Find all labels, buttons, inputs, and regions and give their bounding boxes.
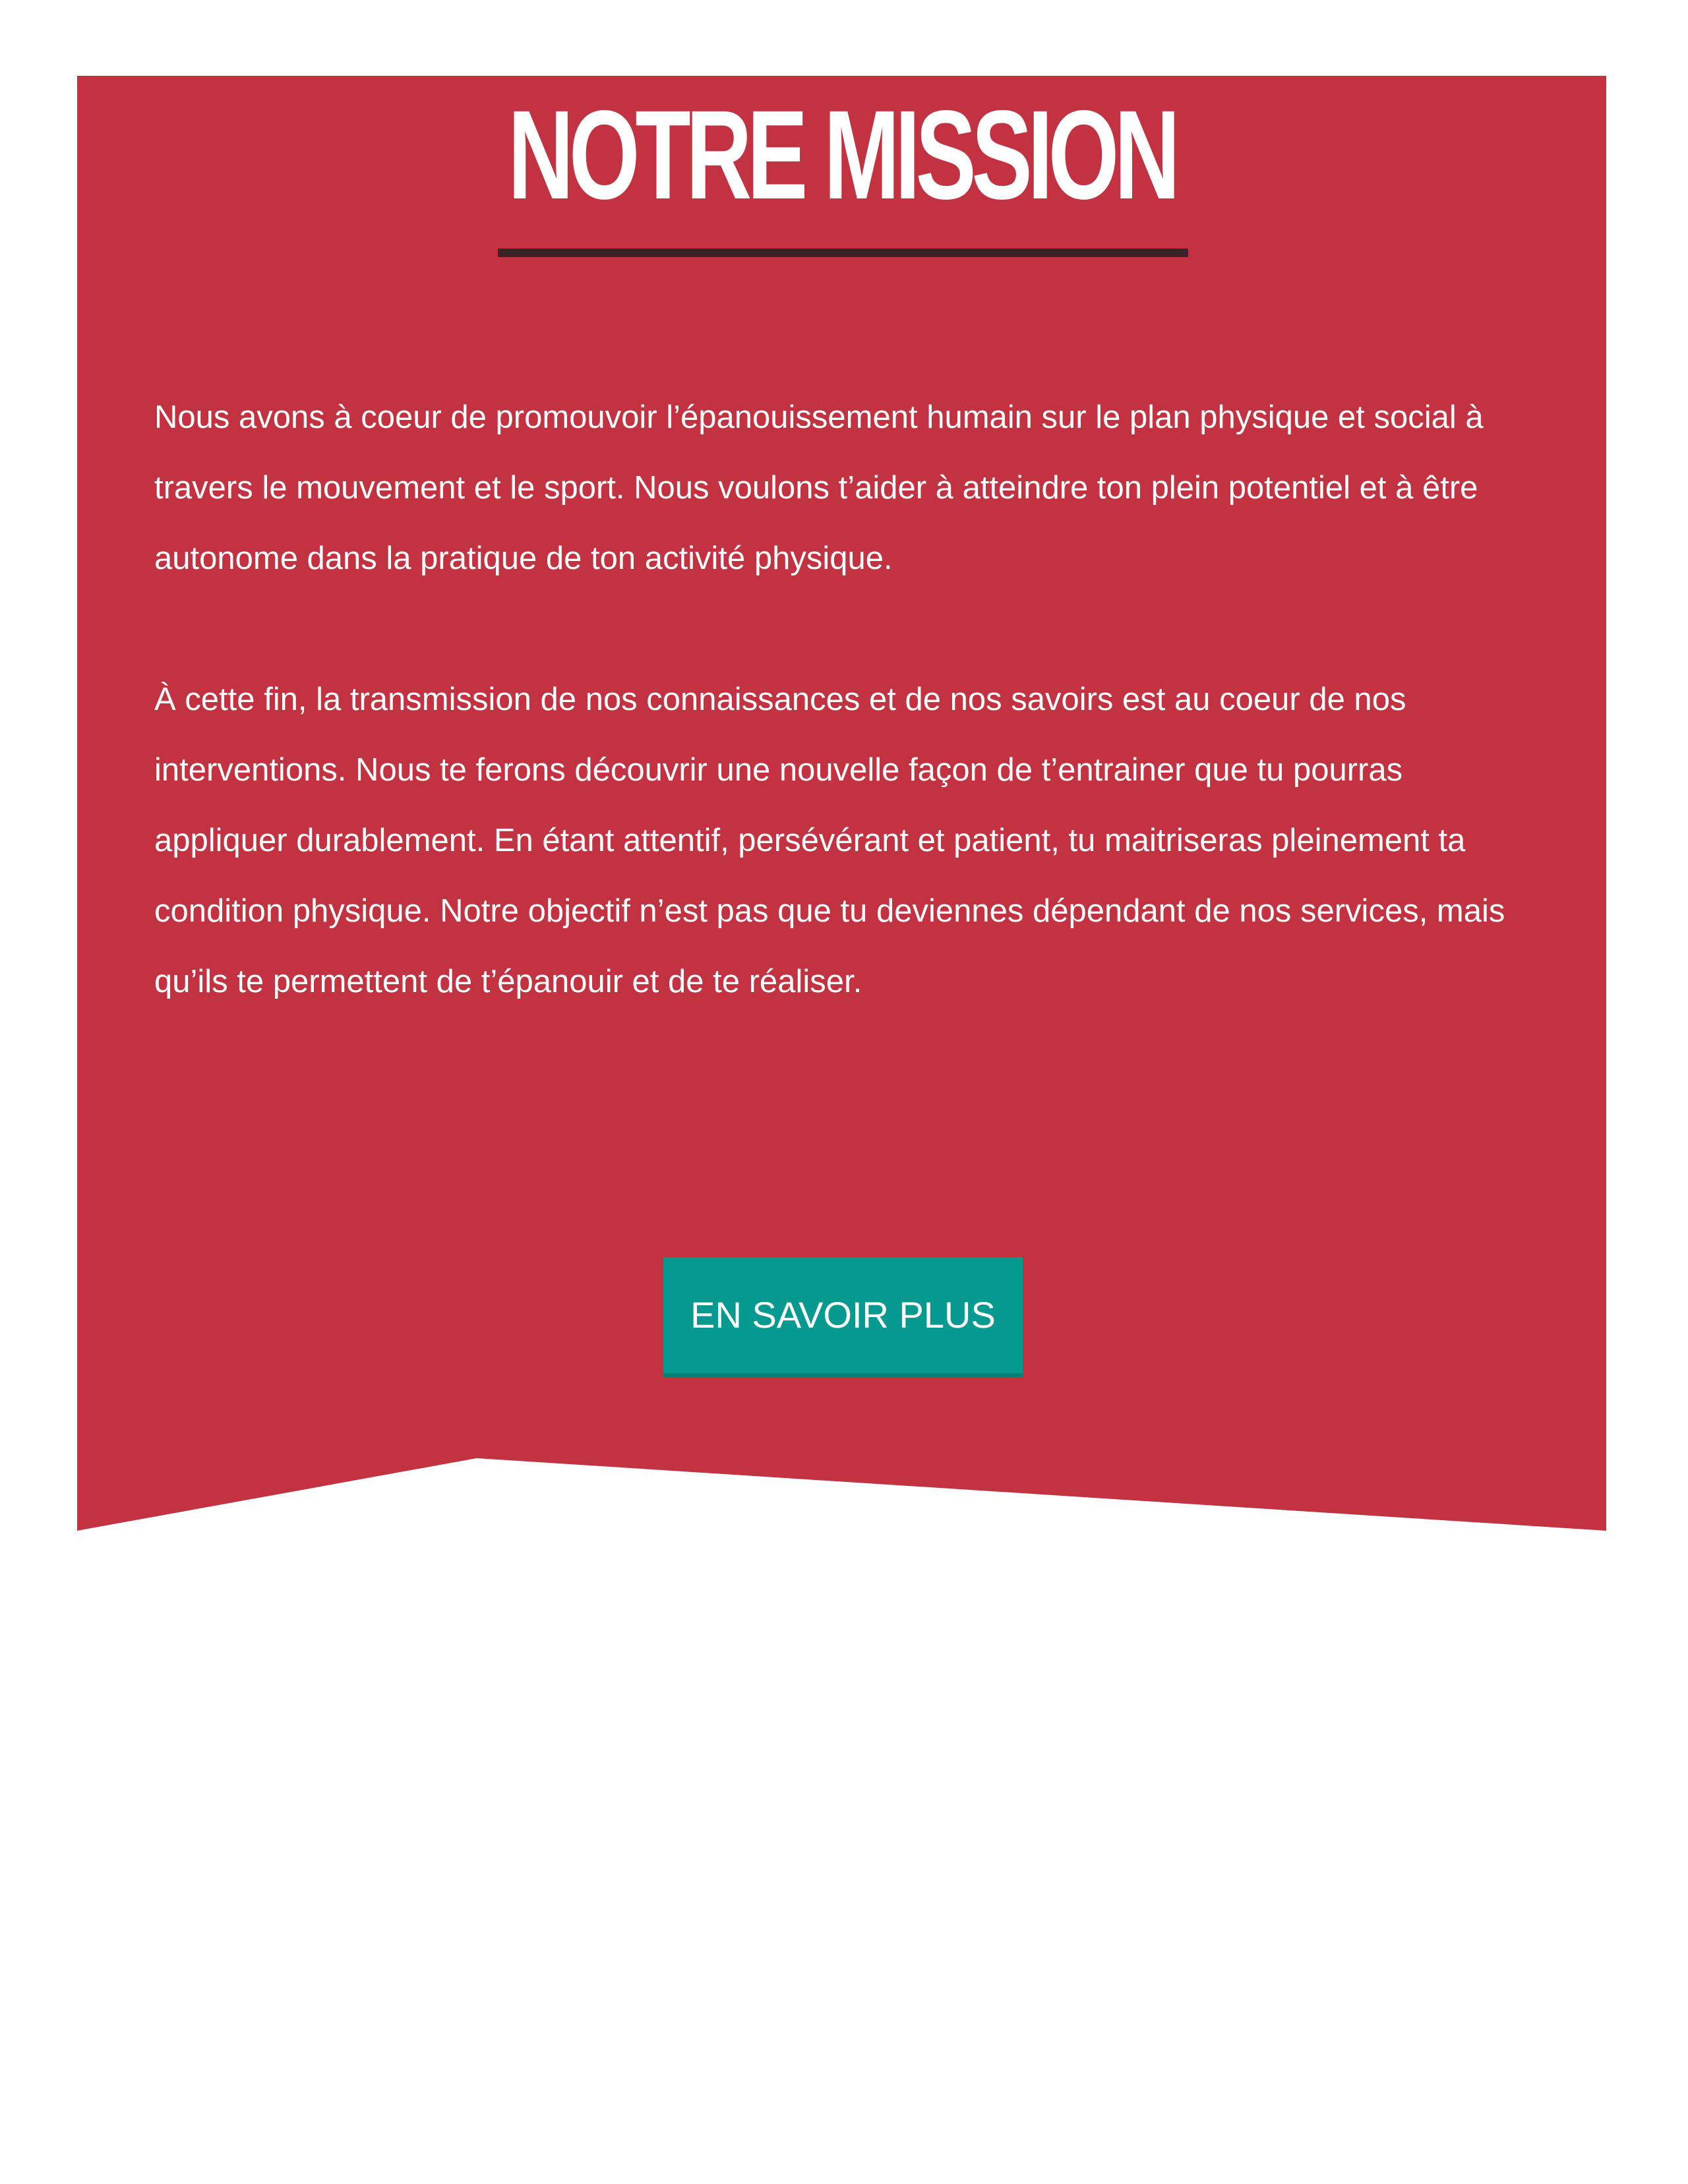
mission-text bbox=[154, 382, 1539, 1017]
en-savoir-plus-button[interactable]: EN SAVOIR PLUS bbox=[663, 1257, 1023, 1377]
title-divider bbox=[498, 249, 1188, 257]
page-title: NOTRE MISSION bbox=[508, 84, 1176, 225]
mission-section bbox=[77, 76, 1606, 1534]
mission-paragraph-1: Nous avons à coeur de promouvoir l’épanouissement humain sur le plan physique et social à travers le mouvement et le sport. Nous voulons t’aider à atteindre ton plein potentiel et à être autonome dans la pratique de ton activité physique. bbox=[154, 399, 1484, 576]
mission-paragraph-2: À cette fin, la transmission de nos connaissances et de nos savoirs est au coeur de nos interventions. Nous te ferons découvrir une nouvelle façon de t’entrainer que tu pourras appliquer durablement. En étant attentif, persévérant et patient, tu maitriseras pleinement ta condition physique. Notre objectif n’est pas que tu deviennes dépendant de nos services, mais qu’ils te permettent de t’épanouir et de te réaliser. bbox=[154, 682, 1505, 999]
